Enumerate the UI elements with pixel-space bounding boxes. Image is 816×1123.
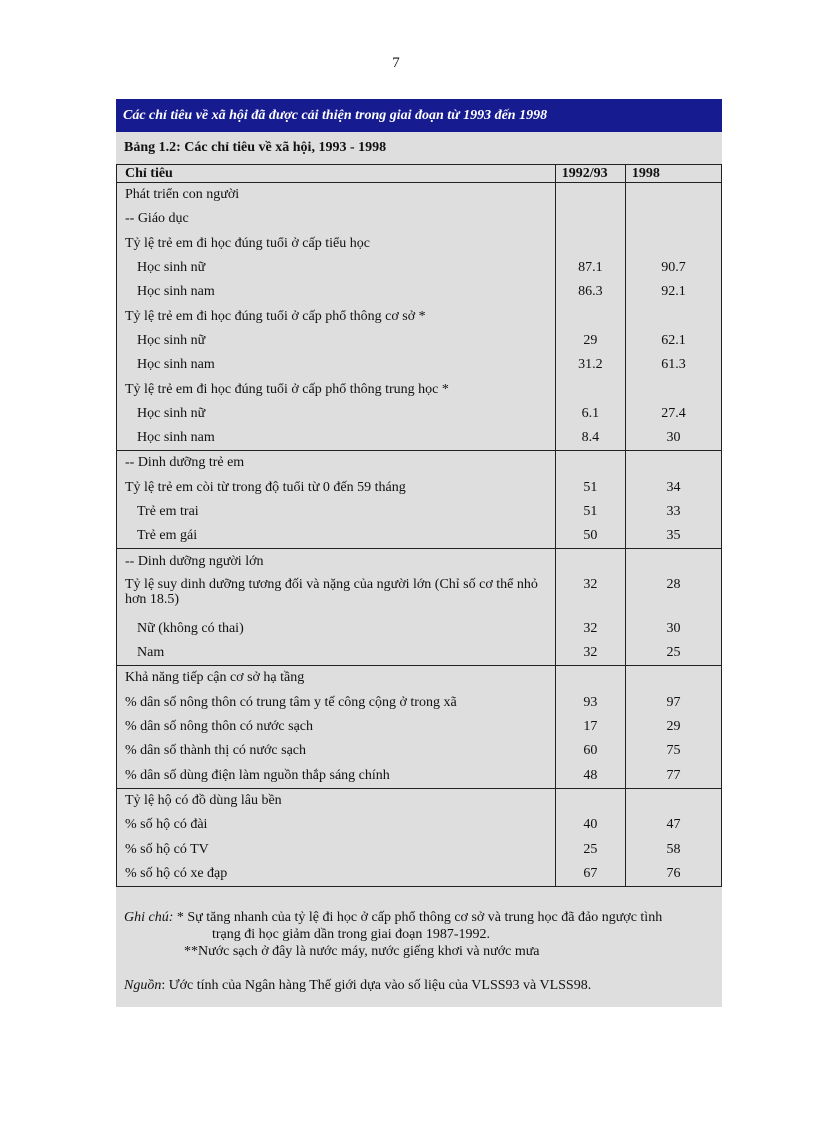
table-row <box>117 426 722 451</box>
value-1992-93: 32 <box>555 574 625 617</box>
table-caption: Bảng 1.2: Các chỉ tiêu về xã hội, 1993 - 1998 <box>124 140 387 155</box>
table-row <box>117 788 722 813</box>
value-1992-93: 48 <box>555 764 625 789</box>
value-1998: 61.3 <box>625 353 721 377</box>
value-1998 <box>625 451 721 476</box>
value-1998: 30 <box>625 426 721 451</box>
table-row <box>117 574 722 617</box>
table-row <box>117 764 722 789</box>
value-1998 <box>625 304 721 328</box>
value-1998 <box>625 207 721 231</box>
page-number: 7 <box>392 55 400 71</box>
value-1998: 62.1 <box>625 329 721 353</box>
row-label: Trẻ em trai <box>117 500 556 524</box>
table-row <box>117 451 722 476</box>
row-label: % dân số nông thôn có nước sạch <box>117 715 556 739</box>
value-1998 <box>625 377 721 401</box>
value-1992-93 <box>555 549 625 574</box>
source-text: : Ước tính của Ngân hàng Thế giới dựa vào số liệu của VLSS93 và VLSS98. <box>161 978 592 993</box>
table-row <box>117 715 722 739</box>
table-row <box>117 837 722 861</box>
value-1992-93: 86.3 <box>555 280 625 304</box>
table-row <box>117 617 722 641</box>
value-1998 <box>625 232 721 256</box>
value-1992-93: 31.2 <box>555 353 625 377</box>
row-label: Học sinh nữ <box>117 256 556 280</box>
row-label: Trẻ em gái <box>117 524 556 549</box>
row-label: % dân số nông thôn có trung tâm y tế công cộng ở trong xã <box>117 691 556 715</box>
section-banner: Các chỉ tiêu về xã hội đã được cải thiện trong giai đoạn từ 1993 đến 1998 <box>116 99 722 132</box>
row-label: % số hộ có đài <box>117 813 556 837</box>
value-1992-93 <box>555 207 625 231</box>
row-label: Học sinh nữ <box>117 402 556 426</box>
row-label: Tỷ lệ trẻ em đi học đúng tuổi ở cấp tiểu học <box>117 232 556 256</box>
row-label: Tỷ lệ trẻ em còi từ trong độ tuổi từ 0 đến 59 tháng <box>117 476 556 500</box>
value-1992-93: 93 <box>555 691 625 715</box>
table-row <box>117 353 722 377</box>
value-1992-93: 32 <box>555 617 625 641</box>
note-2: **Nước sạch ở đây là nước máy, nước giếng khơi và nước mưa <box>184 944 540 959</box>
source-label: Nguồn <box>124 978 162 993</box>
table-header-row <box>117 165 722 183</box>
table-row <box>117 476 722 500</box>
value-1998: 35 <box>625 524 721 549</box>
value-1998: 97 <box>625 691 721 715</box>
row-label: Tỷ lệ hộ có đồ dùng lâu bền <box>117 788 556 813</box>
table-row <box>117 641 722 666</box>
value-1998: 29 <box>625 715 721 739</box>
table-row <box>117 739 722 763</box>
value-1992-93 <box>555 304 625 328</box>
value-1998: 34 <box>625 476 721 500</box>
value-1992-93: 40 <box>555 813 625 837</box>
table-row <box>117 524 722 549</box>
social-indicators-table <box>116 164 722 887</box>
row-label: Nam <box>117 641 556 666</box>
value-1998 <box>625 666 721 691</box>
value-1992-93: 25 <box>555 837 625 861</box>
value-1998: 28 <box>625 574 721 617</box>
table-row <box>117 500 722 524</box>
table-row <box>117 329 722 353</box>
value-1992-93 <box>555 183 625 208</box>
table-row <box>117 377 722 401</box>
row-label: Phát triển con người <box>117 183 556 208</box>
row-label: Học sinh nam <box>117 426 556 451</box>
table-row <box>117 862 722 887</box>
row-label: -- Dinh dưỡng trẻ em <box>117 451 556 476</box>
note-1-text: * Sự tăng nhanh của tỷ lệ đi học ở cấp phổ thông cơ sở và trung học đã đảo ngược tình <box>176 910 663 925</box>
value-1998: 58 <box>625 837 721 861</box>
value-1998: 30 <box>625 617 721 641</box>
value-1992-93: 51 <box>555 500 625 524</box>
row-label: Tỷ lệ suy dinh dưỡng tương đối và nặng của người lớn (Chỉ số cơ thể nhỏ hơn 18.5) <box>117 574 556 617</box>
row-label: Tỷ lệ trẻ em đi học đúng tuổi ở cấp phổ thông trung học * <box>117 377 556 401</box>
value-1992-93: 32 <box>555 641 625 666</box>
value-1992-93 <box>555 377 625 401</box>
value-1998: 76 <box>625 862 721 887</box>
value-1992-93: 50 <box>555 524 625 549</box>
value-1998 <box>625 549 721 574</box>
table-row <box>117 207 722 231</box>
row-label: Tỷ lệ trẻ em đi học đúng tuổi ở cấp phổ thông cơ sở * <box>117 304 556 328</box>
value-1998: 92.1 <box>625 280 721 304</box>
row-label: Học sinh nam <box>117 280 556 304</box>
table-row <box>117 232 722 256</box>
value-1992-93: 6.1 <box>555 402 625 426</box>
row-label: % dân số dùng điện làm nguồn thắp sáng chính <box>117 764 556 789</box>
value-1998 <box>625 183 721 208</box>
value-1998: 33 <box>625 500 721 524</box>
table-row <box>117 666 722 691</box>
table-row <box>117 304 722 328</box>
column-header-indicator: Chỉ tiêu <box>117 165 556 183</box>
table-row <box>117 183 722 208</box>
value-1992-93: 60 <box>555 739 625 763</box>
value-1992-93: 8.4 <box>555 426 625 451</box>
value-1992-93 <box>555 451 625 476</box>
value-1992-93 <box>555 232 625 256</box>
value-1992-93: 51 <box>555 476 625 500</box>
value-1998: 27.4 <box>625 402 721 426</box>
table-row <box>117 280 722 304</box>
row-label: % số hộ có xe đạp <box>117 862 556 887</box>
row-label: -- Dinh dưỡng người lớn <box>117 549 556 574</box>
value-1998: 90.7 <box>625 256 721 280</box>
note-1 <box>124 909 714 926</box>
table-row <box>117 813 722 837</box>
row-label: % dân số thành thị có nước sạch <box>117 739 556 763</box>
value-1992-93 <box>555 788 625 813</box>
note-1-continuation: trạng đi học giảm dần trong giai đoạn 1987-1992. <box>212 927 490 942</box>
value-1992-93 <box>555 666 625 691</box>
value-1992-93: 87.1 <box>555 256 625 280</box>
table-row <box>117 691 722 715</box>
notes-label: Ghi chú: <box>124 910 174 925</box>
value-1992-93: 17 <box>555 715 625 739</box>
value-1998: 47 <box>625 813 721 837</box>
value-1998 <box>625 788 721 813</box>
row-label: Nữ (không có thai) <box>117 617 556 641</box>
row-label: % số hộ có TV <box>117 837 556 861</box>
table-row <box>117 402 722 426</box>
row-label: -- Giáo dục <box>117 207 556 231</box>
source-line <box>124 977 714 994</box>
table-row <box>117 549 722 574</box>
table-panel <box>116 99 722 1007</box>
row-label: Học sinh nữ <box>117 329 556 353</box>
value-1998: 75 <box>625 739 721 763</box>
value-1992-93: 29 <box>555 329 625 353</box>
table-notes <box>124 909 714 994</box>
column-header-1998: 1998 <box>625 165 721 183</box>
value-1998: 25 <box>625 641 721 666</box>
row-label: Học sinh nam <box>117 353 556 377</box>
value-1992-93: 67 <box>555 862 625 887</box>
value-1998: 77 <box>625 764 721 789</box>
column-header-1992-93: 1992/93 <box>555 165 625 183</box>
table-row <box>117 256 722 280</box>
row-label: Khả năng tiếp cận cơ sở hạ tầng <box>117 666 556 691</box>
